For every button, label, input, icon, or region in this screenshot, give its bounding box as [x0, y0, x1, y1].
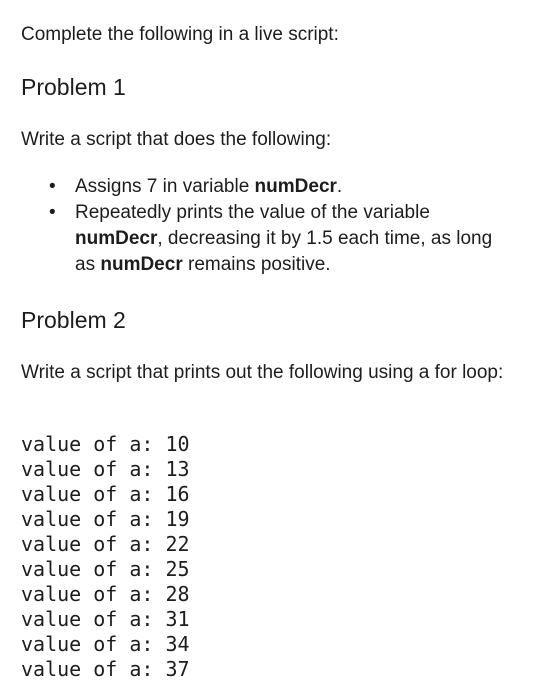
code-line: value of a: 16 — [21, 482, 190, 506]
bullet-dot-icon: • — [49, 176, 56, 197]
bullet-text: , decreasing it by 1.5 each time, as long as — [75, 228, 493, 275]
problem-1-bullet-list — [0, 174, 515, 278]
intro-text: Complete the following in a live script: — [21, 24, 339, 45]
code-line: value of a: 19 — [21, 507, 190, 531]
problem-1-heading: Problem 1 — [21, 74, 126, 100]
code-line: value of a: 28 — [21, 582, 190, 606]
problem-2-prompt: Write a script that prints out the following using a for loop: — [21, 362, 504, 383]
code-line: value of a: 31 — [21, 607, 190, 631]
bullet-text: remains positive. — [182, 254, 331, 275]
bullet-text: Assigns 7 in variable — [75, 176, 255, 197]
bullet-item — [0, 174, 515, 200]
bullet-dot-icon: • — [49, 202, 56, 223]
code-line: value of a: 13 — [21, 457, 190, 481]
bullet-bold-variable: numDecr — [75, 228, 158, 249]
bullet-text: . — [336, 176, 343, 197]
code-line: value of a: 37 — [21, 657, 190, 681]
problem-2-heading: Problem 2 — [21, 307, 126, 333]
bullet-bold-variable: numDecr — [100, 254, 183, 275]
expected-output-code-block — [21, 432, 190, 682]
code-line: value of a: 10 — [21, 432, 190, 456]
code-line: value of a: 22 — [21, 532, 190, 556]
code-line: value of a: 25 — [21, 557, 190, 581]
bullet-bold-variable: numDecr — [254, 176, 337, 197]
problem-1-prompt: Write a script that does the following: — [21, 129, 332, 150]
code-line: value of a: 34 — [21, 632, 190, 656]
bullet-item — [0, 200, 515, 278]
bullet-text: Repeatedly prints the value of the variable — [75, 202, 430, 223]
